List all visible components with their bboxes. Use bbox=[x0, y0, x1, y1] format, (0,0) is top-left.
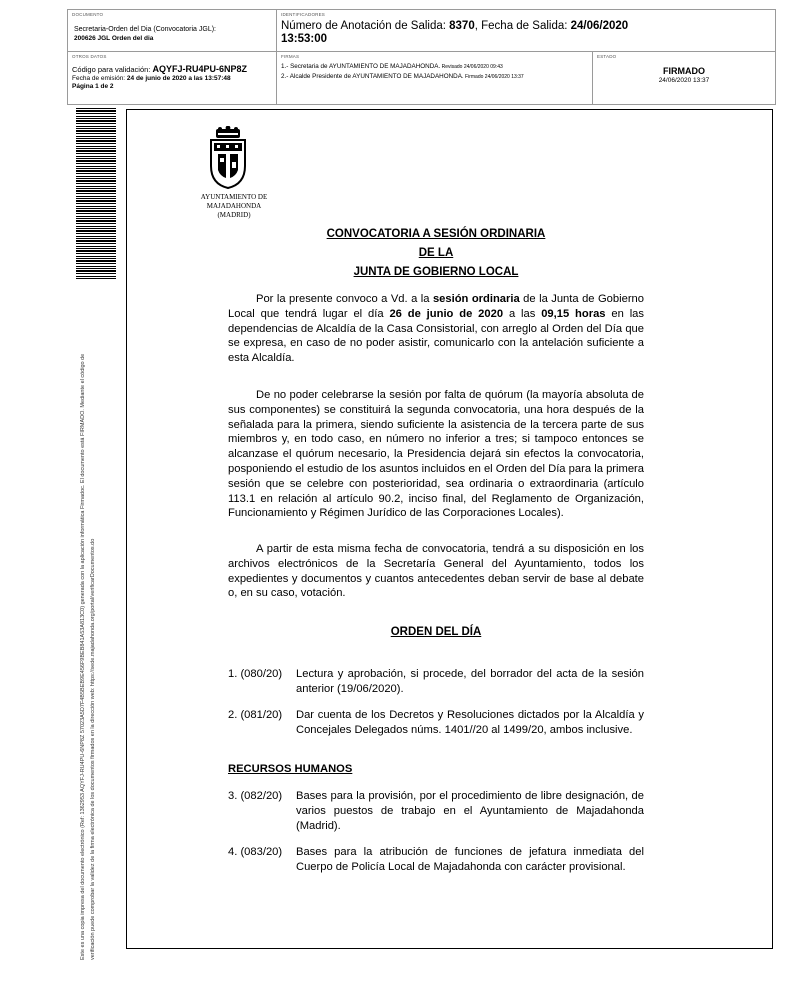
estado-label: ESTADO bbox=[597, 54, 617, 59]
documento-line1: Secretaria-Orden del Dia (Convocatoria JGL): bbox=[74, 26, 217, 33]
documento-line2: 200626 JGL Orden del dia bbox=[74, 35, 154, 42]
firma-2-text: 2.- Alcalde Presidente de AYUNTAMIENTO DE MAJADAHONDA. bbox=[281, 73, 464, 80]
otros-datos-cell bbox=[68, 52, 276, 104]
sidebar-text-1: Este es una copia impresa del documento electrónico (Ref: 1362953 AQYFJ-RU4PU-6NP8Z 57023A5D7F4B5BEB9E456F9BEB841A53A813C0) generada con la aplicación informática Firmadoc. El documento está FIRMADO. Mediante el código de bbox=[80, 353, 86, 960]
orden-del-dia-title: ORDEN DEL DÍA bbox=[390, 626, 482, 638]
firma-2-status: Firmado 24/06/2020 13:37 bbox=[463, 74, 524, 80]
firma-1 bbox=[281, 63, 503, 70]
p1-sesion: sesión ordinaria bbox=[432, 293, 520, 305]
validation-code: AQYFJ-RU4PU-6NP8Z bbox=[152, 64, 247, 74]
firma-1-status: Revisado 24/06/2020 09:43 bbox=[440, 64, 503, 70]
estado-cell bbox=[593, 52, 775, 104]
title-de-la: DE LA bbox=[418, 247, 454, 259]
p1-g: en las dependencias de Alcaldía de la Casa Consistorial, con arreglo al Orden del Día que se expresa, en caso de no poder asistir, comunicarlo con la antelación suficiente a esta Alcaldía. bbox=[228, 307, 645, 365]
sidebar-text-2: verificación puede comprobar la validez de la firma electrónica de los documentos firmados en la dirección web: https://sede.majadahonda.org/portal/verificarDocumentos.do bbox=[90, 538, 96, 960]
municipal-crest-icon bbox=[208, 126, 248, 190]
anotacion-number: 8370 bbox=[449, 20, 475, 32]
page-number: Página 1 de 2 bbox=[72, 83, 114, 90]
agenda-item-1-text: Lectura y aprobación, si procede, del borrador del acta de la sesión anterior (19/06/2020). bbox=[296, 668, 644, 695]
codigo-prefix: Código para validación: bbox=[72, 65, 153, 74]
agenda-item-1-number: 1. (080/20) bbox=[228, 668, 283, 680]
p1-c: de la Junta de Gobierno Local que tendrá lugar el día bbox=[228, 293, 644, 320]
ayto-line3: (MADRID) bbox=[217, 211, 251, 219]
emision-date: 24 de junio de 2020 a las 13:57:48 bbox=[126, 75, 231, 82]
sidebar-verification-line2 bbox=[90, 300, 104, 960]
identificadores-cell bbox=[277, 10, 774, 51]
p1-e: a las bbox=[503, 307, 542, 320]
anotacion-prefix: Número de Anotación de Salida: bbox=[281, 20, 450, 32]
emision-line bbox=[72, 75, 231, 82]
firmas-cell bbox=[277, 52, 591, 104]
paragraph-documentacion: A partir de esta misma fecha de convocatoria, tendrá a su disposición en los archivos electrónicos de la Secretaría General del Ayuntamiento, todos los expedientes y documentos y cuantos antecedentes deban servir de base al debate o, en su caso, votación. bbox=[228, 543, 644, 600]
agenda-item-4-number: 4. (083/20) bbox=[228, 846, 283, 858]
fecha-date: 24/06/2020 bbox=[570, 20, 629, 32]
fecha-prefix: , Fecha de Salida: bbox=[474, 20, 571, 32]
otros-label: OTROS DATOS bbox=[72, 54, 107, 59]
paragraph-convocatoria bbox=[228, 292, 644, 366]
title-junta: JUNTA DE GOBIERNO LOCAL bbox=[353, 266, 519, 278]
ayto-line1: AYUNTAMIENTO DE bbox=[200, 193, 268, 201]
firma-2 bbox=[281, 73, 524, 80]
fecha-time: 13:53:00 bbox=[281, 33, 328, 45]
emision-prefix: Fecha de emisión: bbox=[72, 75, 127, 82]
paragraph-quorum: De no poder celebrarse la sesión por falta de quórum (la mayoría absoluta de sus componentes) se constituirá la segunda convocatoria, una hora después de la señalada para la primera, siendo suficiente la asistencia de la tercera parte de sus miembros y, en todo caso, en número no inferior a tres; si tampoco entonces se alcanzase el quórum necesario, la Presidencia dejará sin efectos la convocatoria, posponiendo el estudio de los asuntos incluidos en el Orden del Día para la primera sesión que se celebre con posterioridad, sea ordinaria o extraordinaria (artículo 113.1 en relación al artículo 90.2, inciso final, del Reglamento de Organización, Funcionamiento y Régimen Jurídico de las Corporaciones Locales). bbox=[228, 389, 644, 520]
firma-1-text: 1.- Secretaria de AYUNTAMIENTO DE MAJADAHONDA. bbox=[281, 63, 441, 70]
agenda-item-4-text: Bases para la atribución de funciones de jefatura inmediata del Cuerpo de Policía Local de Majadahonda con carácter provisional. bbox=[296, 846, 644, 873]
anotacion-line bbox=[281, 19, 628, 33]
estado-value: FIRMADO bbox=[663, 66, 705, 76]
title-convocatoria: CONVOCATORIA A SESIÓN ORDINARIA bbox=[326, 228, 546, 240]
ayto-line2: MAJADAHONDA bbox=[206, 202, 262, 210]
agenda-item-2-number: 2. (081/20) bbox=[228, 709, 283, 721]
recursos-humanos-heading: RECURSOS HUMANOS bbox=[228, 763, 353, 775]
agenda-item-2-text: Dar cuenta de los Decretos y Resoluciones dictados por la Alcaldía y Concejales Delegados núms. 1401//20 al 1499/20, ambos inclusive. bbox=[296, 709, 644, 736]
ayuntamiento-caption bbox=[190, 193, 278, 220]
p1-a: Por la presente convoco a Vd. a la bbox=[256, 293, 433, 305]
codigo-line bbox=[72, 64, 247, 74]
document-header bbox=[67, 9, 776, 105]
estado-date: 24/06/2020 13:37 bbox=[658, 77, 710, 84]
agenda-item-3-number: 3. (082/20) bbox=[228, 790, 283, 802]
documento-cell bbox=[68, 10, 276, 51]
agenda-item-3-text: Bases para la provisión, por el procedimiento de libre designación, de varios puestos de trabajo en el Ayuntamiento de Majadahonda (Madrid). bbox=[296, 790, 644, 832]
barcode bbox=[76, 108, 116, 280]
firmas-label: FIRMAS bbox=[281, 54, 300, 59]
p1-time: 09,15 horas bbox=[541, 307, 606, 320]
p1-date: 26 de junio de 2020 bbox=[389, 307, 504, 320]
identificadores-label: IDENTIFICADORES bbox=[281, 12, 326, 17]
documento-label: DOCUMENTO bbox=[72, 12, 104, 17]
